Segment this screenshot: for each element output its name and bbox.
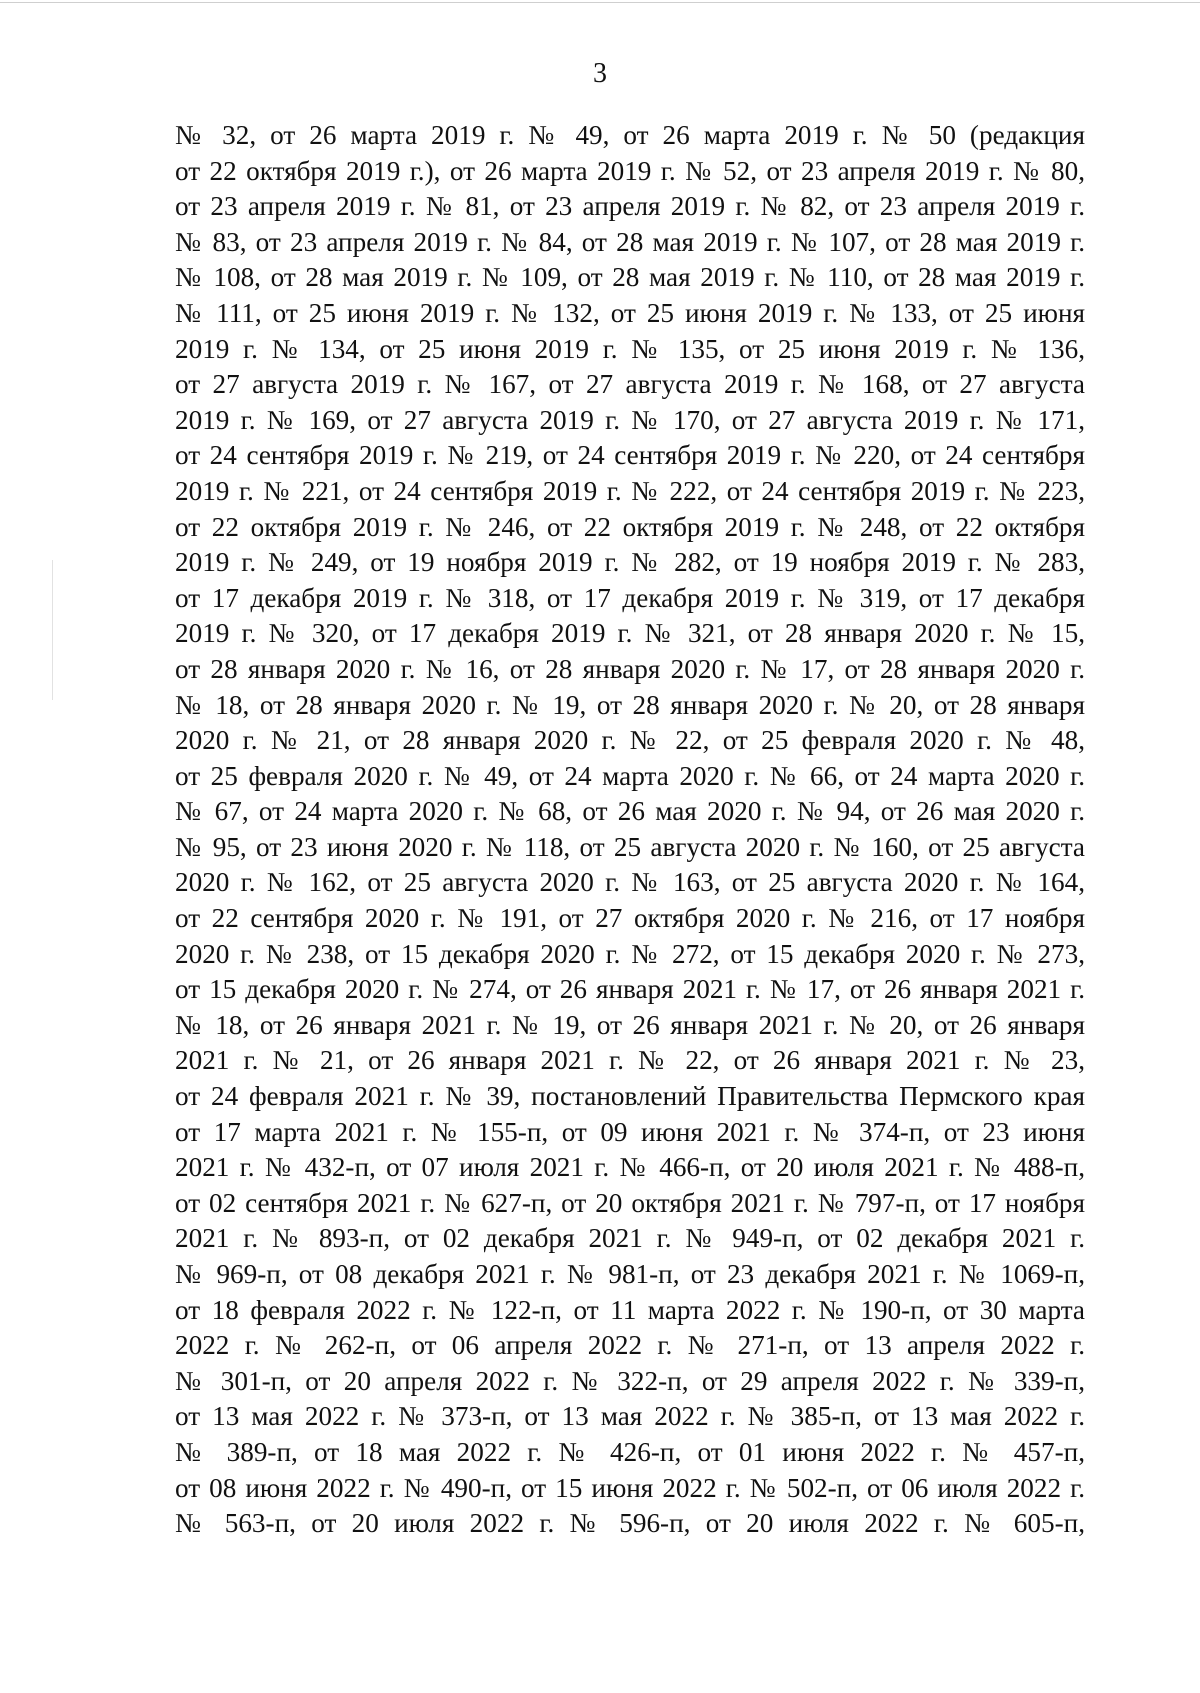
- text-line: № 108, от 28 мая 2019 г. № 109, от 28 мая 2019 г. № 110, от 28 мая 2019 г.: [175, 262, 1085, 293]
- text-line: 2019 г. № 134, от 25 июня 2019 г. № 135, от 25 июня 2019 г. № 136,: [175, 333, 1085, 364]
- document-body: [175, 118, 1085, 1542]
- text-line: 2021 г. № 432-п, от 07 июля 2021 г. № 466-п, от 20 июля 2021 г. № 488-п,: [175, 1152, 1085, 1183]
- text-line: от 24 сентября 2019 г. № 219, от 24 сентября 2019 г. № 220, от 24 сентября: [175, 440, 1085, 471]
- text-line: № 95, от 23 июня 2020 г. № 118, от 25 августа 2020 г. № 160, от 25 августа: [175, 831, 1085, 862]
- scan-left-mark: [52, 560, 53, 700]
- text-line: № 969-п, от 08 декабря 2021 г. № 981-п, от 23 декабря 2021 г. № 1069-п,: [175, 1259, 1085, 1289]
- text-line: № 67, от 24 марта 2020 г. № 68, от 26 мая 2020 г. № 94, от 26 мая 2020 г.: [175, 796, 1085, 827]
- text-line: от 25 февраля 2020 г. № 49, от 24 марта 2020 г. № 66, от 24 марта 2020 г.: [175, 760, 1085, 791]
- text-line: 2019 г. № 221, от 24 сентября 2019 г. № 222, от 24 сентября 2019 г. № 223,: [175, 475, 1085, 506]
- text-line: № 389-п, от 18 мая 2022 г. № 426-п, от 01 июня 2022 г. № 457-п,: [175, 1436, 1085, 1467]
- text-line: № 18, от 26 января 2021 г. № 19, от 26 января 2021 г. № 20, от 26 января: [175, 1009, 1085, 1040]
- text-line: от 08 июня 2022 г. № 490-п, от 15 июня 2022 г. № 502-п, от 06 июля 2022 г.: [175, 1472, 1085, 1503]
- text-line: от 22 октября 2019 г. № 246, от 22 октября 2019 г. № 248, от 22 октября: [175, 511, 1085, 542]
- text-line: от 23 апреля 2019 г. № 81, от 23 апреля 2019 г. № 82, от 23 апреля 2019 г.: [175, 191, 1085, 222]
- text-line: 2021 г. № 21, от 26 января 2021 г. № 22, от 26 января 2021 г. № 23,: [175, 1045, 1085, 1076]
- text-line: № 83, от 23 апреля 2019 г. № 84, от 28 мая 2019 г. № 107, от 28 мая 2019 г.: [175, 226, 1085, 257]
- text-line: 2019 г. № 169, от 27 августа 2019 г. № 170, от 27 августа 2019 г. № 171,: [175, 404, 1085, 435]
- text-line: 2019 г. № 320, от 17 декабря 2019 г. № 321, от 28 января 2020 г. № 15,: [175, 618, 1085, 649]
- text-line: № 32, от 26 марта 2019 г. № 49, от 26 марта 2019 г. № 50 (редакция: [175, 120, 1085, 150]
- text-line: 2020 г. № 162, от 25 августа 2020 г. № 163, от 25 августа 2020 г. № 164,: [175, 867, 1085, 898]
- text-line: 2022 г. № 262-п, от 06 апреля 2022 г. № 271-п, от 13 апреля 2022 г.: [175, 1330, 1085, 1361]
- text-line: от 24 февраля 2021 г. № 39, постановлений Правительства Пермского края: [175, 1081, 1085, 1112]
- text-line: от 02 сентября 2021 г. № 627-п, от 20 октября 2021 г. № 797-п, от 17 ноября: [175, 1187, 1085, 1218]
- text-line: от 15 декабря 2020 г. № 274, от 26 января 2021 г. № 17, от 26 января 2021 г.: [175, 974, 1085, 1005]
- text-line: от 18 февраля 2022 г. № 122-п, от 11 марта 2022 г. № 190-п, от 30 марта: [175, 1294, 1085, 1325]
- text-line: 2020 г. № 21, от 28 января 2020 г. № 22, от 25 февраля 2020 г. № 48,: [175, 725, 1085, 756]
- text-line: от 17 марта 2021 г. № 155-п, от 09 июня 2021 г. № 374-п, от 23 июня: [175, 1116, 1085, 1147]
- text-line: от 28 января 2020 г. № 16, от 28 января 2020 г. № 17, от 28 января 2020 г.: [175, 653, 1085, 684]
- text-line: от 17 декабря 2019 г. № 318, от 17 декабря 2019 г. № 319, от 17 декабря: [175, 582, 1085, 613]
- scan-top-edge: [0, 2, 1200, 3]
- text-line: от 27 августа 2019 г. № 167, от 27 августа 2019 г. № 168, от 27 августа: [175, 369, 1085, 400]
- text-line: № 111, от 25 июня 2019 г. № 132, от 25 июня 2019 г. № 133, от 25 июня: [175, 297, 1085, 328]
- page-number: 3: [593, 58, 607, 89]
- text-line: 2020 г. № 238, от 15 декабря 2020 г. № 272, от 15 декабря 2020 г. № 273,: [175, 938, 1085, 969]
- text-line: от 22 сентября 2020 г. № 191, от 27 октября 2020 г. № 216, от 17 ноября: [175, 903, 1085, 934]
- text-line: 2021 г. № 893-п, от 02 декабря 2021 г. № 949-п, от 02 декабря 2021 г.: [175, 1223, 1085, 1254]
- text-line: № 563-п, от 20 июля 2022 г. № 596-п, от 20 июля 2022 г. № 605-п,: [175, 1508, 1085, 1539]
- text-line: от 13 мая 2022 г. № 373-п, от 13 мая 2022 г. № 385-п, от 13 мая 2022 г.: [175, 1401, 1085, 1432]
- text-line: 2019 г. № 249, от 19 ноября 2019 г. № 282, от 19 ноября 2019 г. № 283,: [175, 547, 1085, 578]
- text-line: от 22 октября 2019 г.), от 26 марта 2019 г. № 52, от 23 апреля 2019 г. № 80,: [175, 155, 1085, 186]
- text-line: № 301-п, от 20 апреля 2022 г. № 322-п, от 29 апреля 2022 г. № 339-п,: [175, 1365, 1085, 1396]
- text-line: № 18, от 28 января 2020 г. № 19, от 28 января 2020 г. № 20, от 28 января: [175, 689, 1085, 720]
